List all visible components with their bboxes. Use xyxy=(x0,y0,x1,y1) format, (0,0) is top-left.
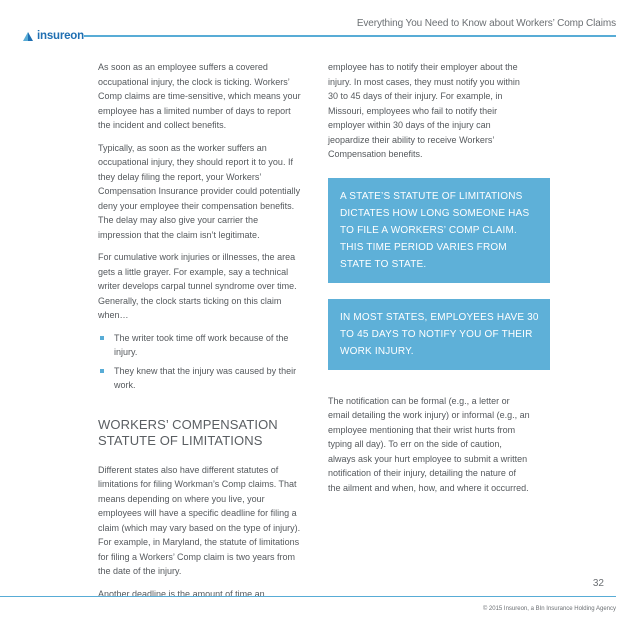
document-title: Everything You Need to Know about Workers’ Comp Claims xyxy=(356,18,616,29)
paragraph: The notification can be formal (e.g., a letter or email detailing the work injury) or informal (e.g., an employee mentioning that their wrist hurts from typing all day). To err on the side of caution, always ask your hurt employee to submit a written notification of their injury, detailing the nature of the ailment and when, how, and where it occurred. xyxy=(328,395,530,493)
callout-box: IN MOST STATES, EMPLOYEES HAVE 30 TO 45 DAYS TO NOTIFY YOU OF THEIR WORK INJURY. xyxy=(328,299,550,370)
header-divider xyxy=(84,35,616,37)
paragraph: As soon as an employee suffers a covered occupational injury, the clock is ticking. Workers’ Comp claims are time-sensitive, which means your employee has a limited number of days to report the incident and collect benefits. xyxy=(98,62,301,130)
paragraph: Different states also have different statutes of limitations for filing Workman’s Comp claims. That means depending on where you live, your employees will have a specific deadline for filing a claim (which may vary based on the type of injury). For example, in Maryland, the statute of limitations for filing a Workers’ Comp claim is two years from the date of the injury. xyxy=(98,464,301,576)
bullet-list xyxy=(98,331,304,393)
section-heading: WORKERS’ COMPENSATION STATUTE OF LIMITATIONS xyxy=(98,416,278,448)
list-item-text: The writer took time off work because of the injury. xyxy=(114,332,289,357)
bullet-square-icon xyxy=(100,369,104,373)
logo-text: insureon xyxy=(37,30,84,42)
callout-box: A STATE’S STATUTE OF LIMITATIONS DICTATES HOW LONG SOMEONE HAS TO FILE A WORKERS’ COMP CLAIM. THIS TIME PERIOD VARIES FROM STATE TO STATE. xyxy=(328,178,550,283)
paragraph: For cumulative work injuries or illnesses, the area gets a little grayer. For example, say a technical writer develops carpal tunnel syndrome over time. Generally, the clock starts ticking on this claim when… xyxy=(98,252,297,320)
left-column xyxy=(98,60,304,609)
insureon-logo-icon xyxy=(22,30,34,42)
insureon-logo xyxy=(22,30,84,42)
footer-divider xyxy=(0,596,616,597)
copyright-notice: © 2015 Insureon, a BIn Insurance Holding Agency xyxy=(482,606,616,612)
list-item xyxy=(98,331,304,360)
paragraph: Another deadline is the amount of time an xyxy=(98,588,265,599)
right-column xyxy=(328,60,539,503)
list-item xyxy=(98,364,304,393)
bullet-square-icon xyxy=(100,336,104,340)
paragraph: Typically, as soon as the worker suffers an occupational injury, they should report it to you. If they delay filing the report, your Workers’ Compensation Insurance provider could potentially deny your employee their compensation benefits. The delay may also give your carrier the impression that the claim isn’t legitimate. xyxy=(98,142,301,240)
list-item-text: They knew that the injury was caused by their work. xyxy=(114,365,297,390)
page-header xyxy=(0,0,638,48)
page-number: 32 xyxy=(592,578,604,589)
paragraph: employee has to notify their employer about the injury. In most cases, they must notify you within 30 to 45 days of their injury. For example, in Missouri, employees who fail to notify their employer within 30 days of the injury can jeopardize their ability to receive Workers’ Compensation benefits. xyxy=(328,62,520,159)
